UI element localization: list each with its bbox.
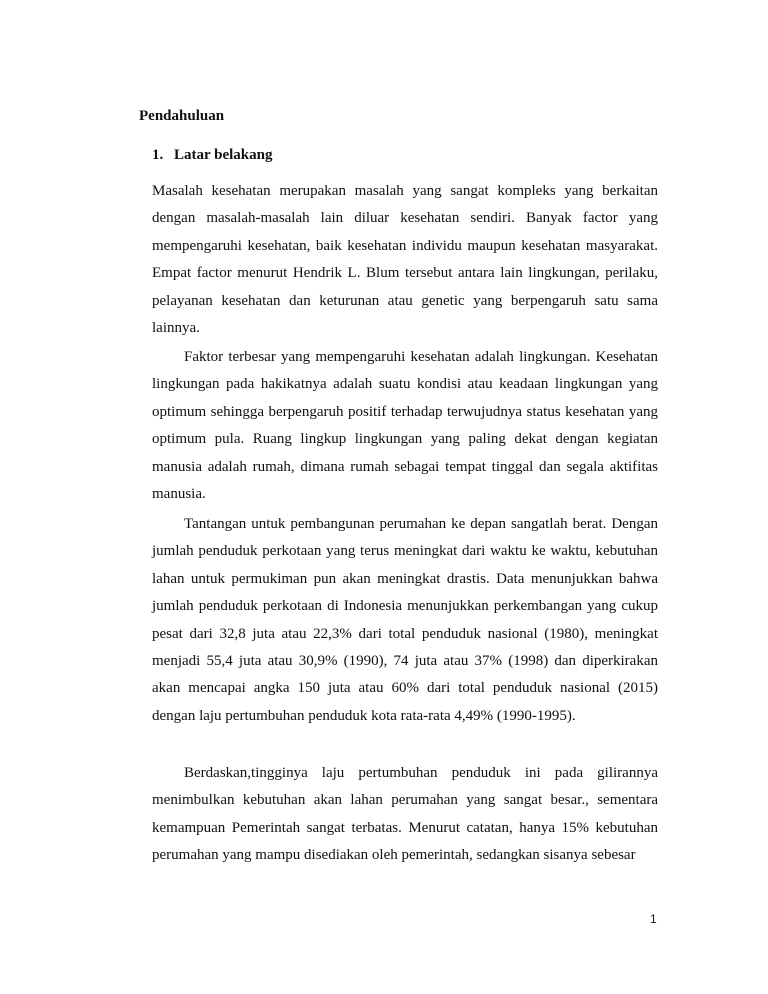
paragraph-4: Berdaskan,tingginya laju pertumbuhan penduduk ini pada gilirannya menimbulkan kebutuhan akan lahan perumahan yang sangat besar., sementara kemampuan Pemerintah sangat terbatas. Menurut catatan, hanya 15% kebutuhan perumahan yang mampu disediakan oleh pemerintah, sedangkan sisanya sebesar	[152, 765, 658, 864]
section-heading	[152, 145, 273, 165]
paragraph-3: Tantangan untuk pembangunan perumahan ke depan sangatlah berat. Dengan jumlah penduduk perkotaan yang terus meningkat dari waktu ke waktu, kebutuhan lahan untuk permukiman pun akan meningkat drastis. Data menunjukkan bahwa jumlah penduduk perkotaan di Indonesia menunjukkan perkembangan yang cukup pesat dari 32,8 juta atau 22,3% dari total penduduk nasional (1980), meningkat menjadi 55,4 juta atau 30,9% (1990), 74 juta atau 37% (1998) dan diperkirakan akan mencapai angka 150 juta atau 60% dari total penduduk nasional (2015) dengan laju pertumbuhan penduduk kota rata-rata 4,49% (1990-1995).	[152, 516, 658, 724]
document-heading: Pendahuluan	[139, 108, 225, 124]
paragraph-2: Faktor terbesar yang mempengaruhi kesehatan adalah lingkungan. Kesehatan lingkungan pada hakikatnya adalah suatu kondisi atau keadaan lingkungan yang optimum sehingga berpengaruh positif terhadap terwujudnya status kesehatan yang optimum pula. Ruang lingkup lingkungan yang paling dekat dengan kegiatan manusia adalah rumah, dimana rumah sebagai tempat tinggal dan segala aktifitas manusia.	[152, 349, 658, 503]
paragraph-1: Masalah kesehatan merupakan masalah yang sangat kompleks yang berkaitan dengan masalah-masalah lain diluar kesehatan sendiri. Banyak factor yang mempengaruhi kesehatan, baik kesehatan individu maupun kesehatan masyarakat. Empat factor menurut Hendrik L. Blum tersebut antara lain lingkungan, perilaku, pelayanan kesehatan dan keturunan atau genetic yang berpengaruh satu sama lainnya.	[152, 183, 658, 337]
section-title: Latar belakang	[174, 147, 273, 163]
section-number: 1.	[152, 147, 164, 163]
page-number: 1	[650, 912, 657, 926]
